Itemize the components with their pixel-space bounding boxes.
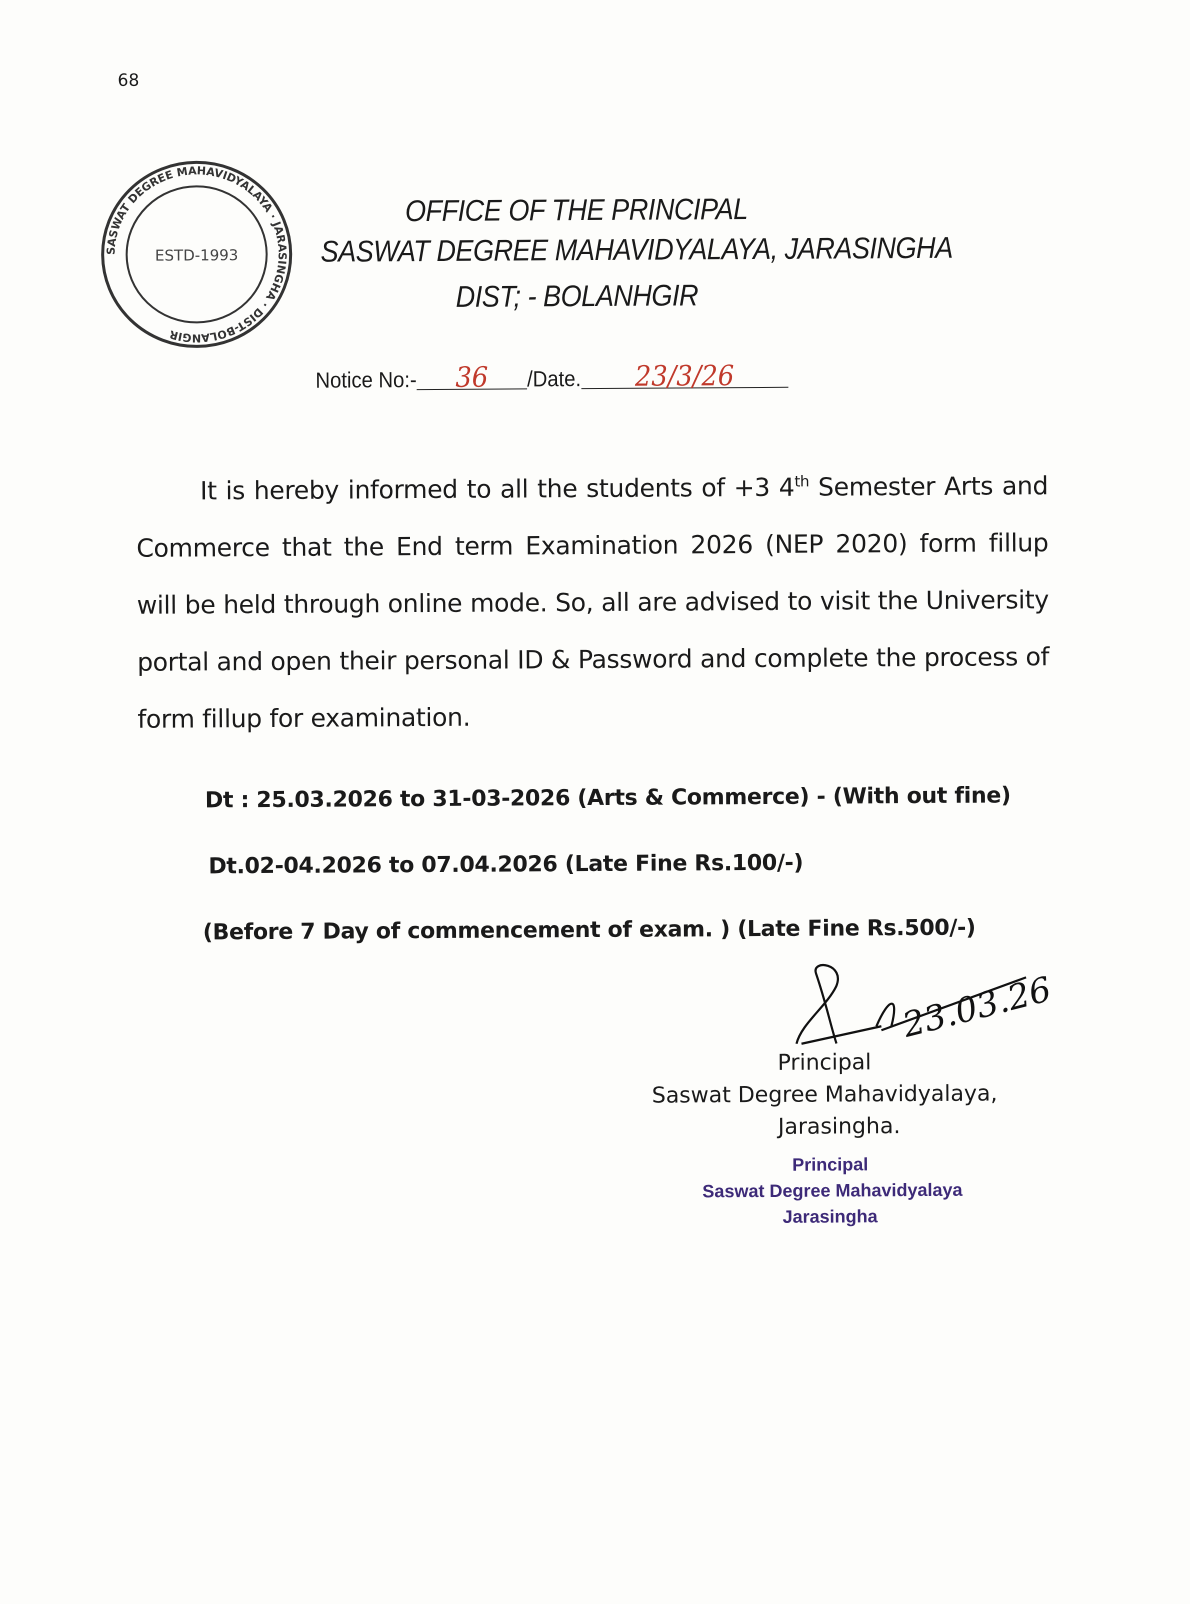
page-number: 68 — [117, 70, 140, 91]
body-text-cont: Semester Arts and Commerce that the End term Examination 2026 (NEP 2020) form fillup will be held through online mode. So, all are advised to visit the University portal and open their personal ID & Password and complete the process of form fillup for examination. — [136, 471, 1050, 734]
notice-no-value: 36 — [417, 366, 528, 390]
signatory-place: Jarasingha. — [777, 1114, 901, 1140]
district-line: DIST; - BOLANHGIR — [455, 279, 699, 314]
date-range-late-fine-100: Dt.02-04.2026 to 07.04.2026 (Late Fine Rs.100/-) — [208, 850, 804, 880]
college-name: SASWAT DEGREE MAHAVIDYALAYA, JARASINGHA — [320, 231, 953, 269]
svg-text:ESTD-1993: ESTD-1993 — [154, 246, 239, 265]
notice-body — [136, 457, 1050, 748]
date-range-late-fine-500: (Before 7 Day of commencement of exam. ) (Late Fine Rs.500/-) — [202, 915, 976, 946]
ordinal-suffix: th — [794, 472, 810, 491]
date-range-no-fine: Dt : 25.03.2026 to 31-03-2026 (Arts & Commerce) - (With out fine) — [204, 783, 1011, 814]
date-value: 23/3/26 — [581, 365, 788, 389]
signatory-title: Principal — [777, 1050, 872, 1076]
date-label: /Date. — [526, 366, 582, 392]
principal-stamp-college: Saswat Degree Mahavidyalaya — [702, 1179, 963, 1202]
signature-date: 23.03.26 — [898, 969, 1056, 1046]
principal-stamp-place: Jarasingha — [782, 1206, 878, 1227]
body-text: It is hereby informed to all the students of +3 4 — [200, 472, 795, 506]
principal-stamp-title: Principal — [792, 1154, 869, 1175]
notice-number-line — [315, 359, 788, 394]
svg-text:SASWAT DEGREE MAHAVIDYALAYA ·: SASWAT DEGREE MAHAVIDYALAYA · JARASINGHA · DIST-BOLANGIR — [104, 164, 289, 345]
signatory-college: Saswat Degree Mahavidyalaya, — [651, 1081, 998, 1109]
notice-no-label: Notice No:- — [315, 367, 417, 393]
office-title: OFFICE OF THE PRINCIPAL — [404, 193, 748, 229]
